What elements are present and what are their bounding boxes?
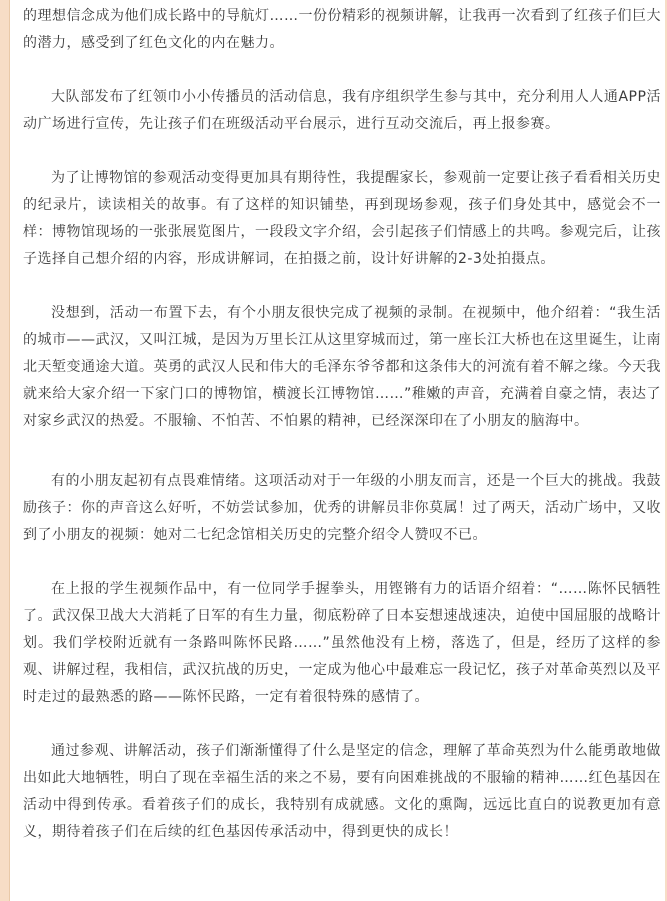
paragraph-spacer <box>23 273 661 300</box>
paragraph-7: 通过参观、讲解活动，孩子们渐渐懂得了什么是坚定的信念，理解了革命英烈为什么能勇敢地做出如此大地牺牲，明白了现在幸福生活的来之不易，要有向困难挑战的不服输的精神……红色基因在活动中得到传承。看着孩子们的成长，我特别有成就感。文化的熏陶，远远比直白的说教更加有意义，期待着孩子们在后续的红色基因传承活动中，得到更快的成长！ <box>23 743 661 840</box>
paragraph-1: 的理想信念成为他们成长路中的导航灯……一份份精彩的视频讲解，让我再一次看到了红孩子们巨大的潜力，感受到了红色文化的内在魅力。 <box>23 8 661 51</box>
paragraph-spacer <box>23 57 661 84</box>
paragraph-spacer <box>23 711 661 738</box>
article-page <box>9 0 665 901</box>
paragraph-3: 为了让博物馆的参观活动变得更加具有期待性，我提醒家长，参观前一定要让孩子看看相关历史的纪录片，读读相关的故事。有了这样的知识铺垫，再到现场参观，孩子们身处其中，感觉会不一样：博物馆现场的一张张展览图片，一段段文字介绍，会引起孩子们情感上的共鸣。参观完后，让孩子选择自己想介绍的内容，形成讲解词，在拍摄之前，设计好讲解的2-3处拍摄点。 <box>23 170 661 267</box>
paragraph-spacer <box>23 549 661 576</box>
paragraph-5: 有的小朋友起初有点畏难情绪。这项活动对于一年级的小朋友而言，还是一个巨大的挑战。我鼓励孩子：你的声音这么好听，不妨尝试参加，优秀的讲解员非你莫属！过了两天，活动广场中，又收到了小朋友的视频：她对二七纪念馆相关历史的完整介绍令人赞叹不已。 <box>23 473 661 543</box>
paragraph-spacer <box>23 435 661 468</box>
paragraph-spacer <box>23 138 661 165</box>
paragraph-6: 在上报的学生视频作品中，有一位同学手握拳头，用铿锵有力的话语介绍着：“……陈怀民牺牲了。武汉保卫战大大消耗了日军的有生力量，彻底粉碎了日本妄想速战速决，迫使中国屈服的战略计划。我们学校附近就有一条路叫陈怀民路……”虽然他没有上榜，落选了，但是，经历了这样的参观、讲解过程，我相信，武汉抗战的历史，一定成为他心中最难忘一段记忆，孩子对革命英烈以及平时走过的最熟悉的路——陈怀民路，一定有着很特殊的感情了。 <box>23 581 661 705</box>
paragraph-4: 没想到，活动一布置下去，有个小朋友很快完成了视频的录制。在视频中，他介绍着：“我生活的城市——武汉，又叫江城，是因为万里长江从这里穿城而过，第一座长江大桥也在这里诞生，让南北天堑变通途大道。英勇的武汉人民和伟大的毛泽东爷爷都和这条伟大的河流有着不解之缘。今天我就来给大家介绍一下家门口的博物馆，横渡长江博物馆……”稚嫩的声音，充满着自豪之情，表达了对家乡武汉的热爱。不服输、不怕苦、不怕累的精神，已经深深印在了小朋友的脑海中。 <box>23 305 661 429</box>
paragraph-2: 大队部发布了红领巾小小传播员的活动信息，我有序组织学生参与其中，充分利用人人通APP活动广场进行宣传，先让孩子们在班级活动平台展示，进行互动交流后，再上报参赛。 <box>23 89 661 132</box>
article-body <box>23 3 661 846</box>
